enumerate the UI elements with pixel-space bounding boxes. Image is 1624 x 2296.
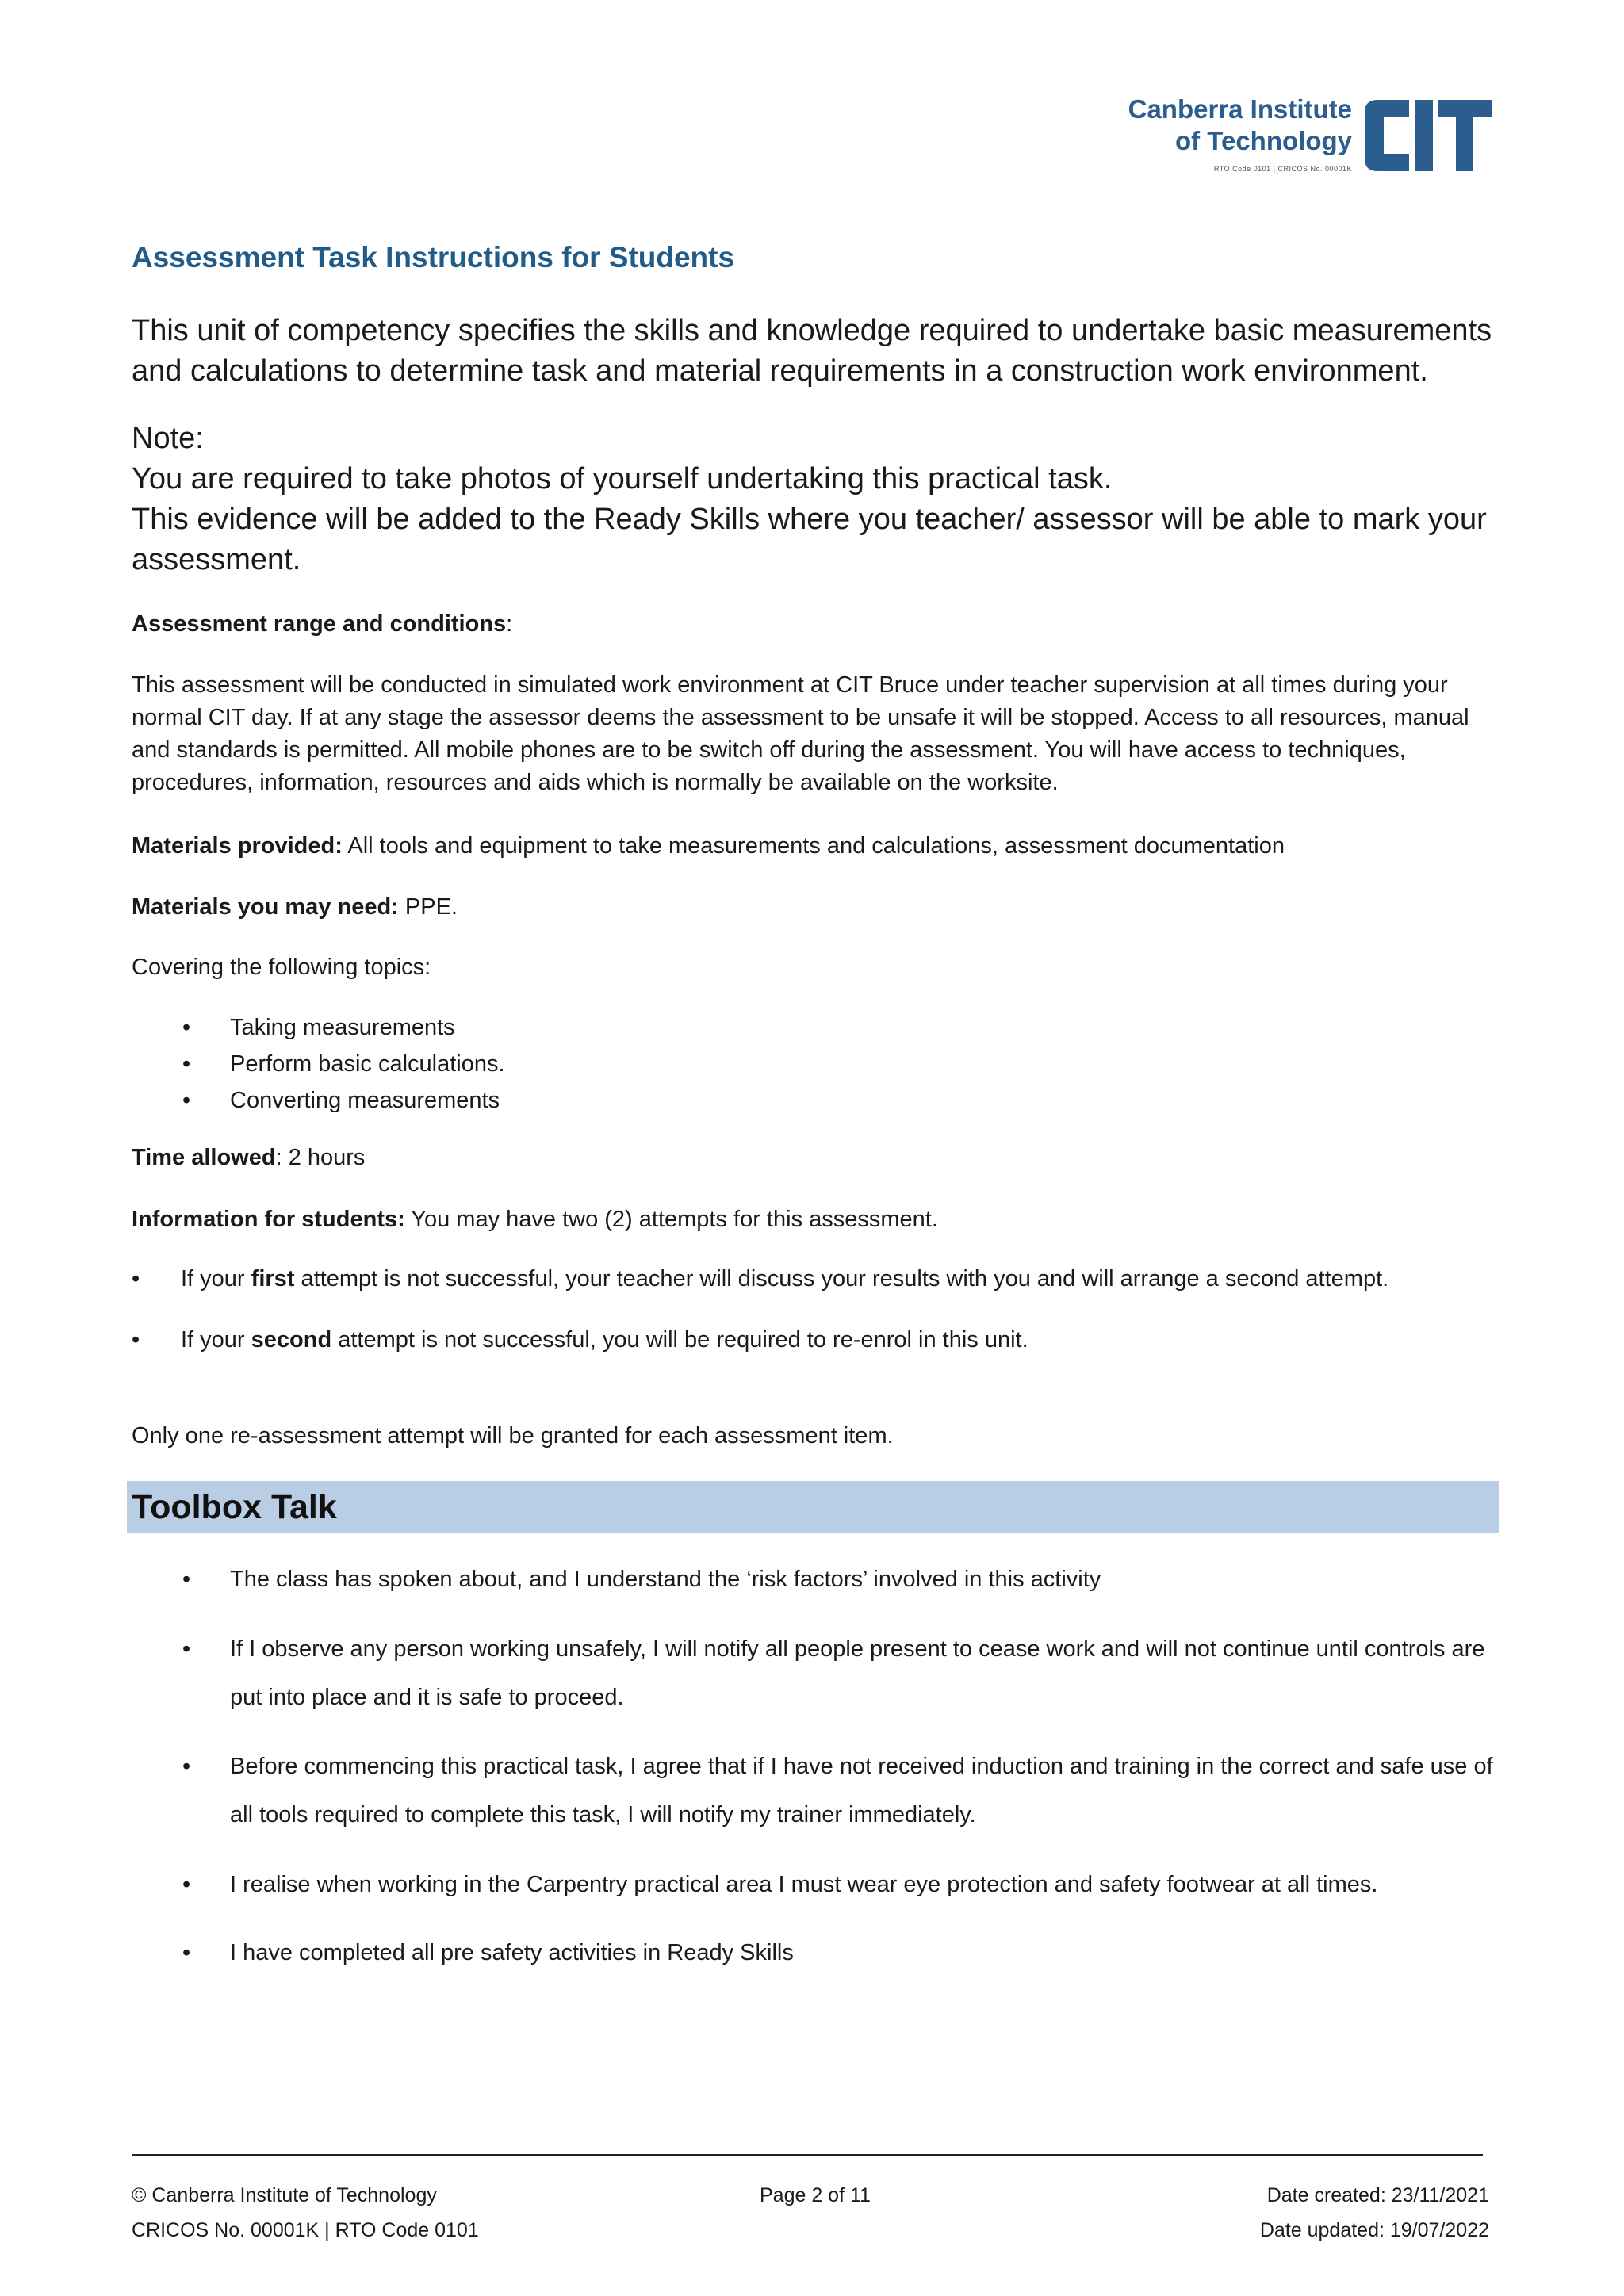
range-colon: : — [506, 611, 513, 637]
bullet-icon: • — [132, 1266, 140, 1292]
list-item — [182, 1929, 1499, 1977]
reassessment-note: Only one re-assessment attempt will be granted for each assessment item. — [132, 1423, 894, 1448]
bullet-icon: • — [182, 1872, 191, 1897]
cit-logo-icon — [1360, 94, 1495, 178]
logo-name-line2: of Technology — [1174, 126, 1352, 155]
topic-text: Perform basic calculations. — [230, 1051, 505, 1077]
information-label: Information for students: — [132, 1207, 405, 1232]
topics-list — [182, 1012, 1491, 1121]
logo-name-line1: Canberra Institute — [1128, 94, 1352, 124]
bullet-icon: • — [182, 1754, 191, 1779]
attempt-post: attempt is not successful, your teacher will discuss your results with you and will arrange a second attempt. — [294, 1266, 1389, 1292]
materials-need — [132, 891, 1496, 924]
toolbox-item-text: If I observe any person working unsafely, I will notify all people present to cease work and will not continue until controls are put into place and it is safe to proceed. — [230, 1636, 1485, 1710]
bullet-icon: • — [182, 1940, 191, 1965]
logo-wordmark — [1128, 94, 1352, 157]
unit-description: This unit of competency specifies the skills and knowledge required to undertake basic measurements and calculations to determine task and material requirements in a construction work environment. — [132, 314, 1492, 388]
topic-text: Taking measurements — [230, 1015, 455, 1040]
footer-right — [1260, 2178, 1489, 2248]
footer-page-number: Page 2 of 11 — [760, 2184, 871, 2206]
information-for-students — [132, 1203, 1496, 1236]
range-heading — [132, 608, 1496, 641]
bullet-icon: • — [182, 1636, 191, 1662]
attempts-list — [132, 1263, 1496, 1357]
cit-logo — [1114, 94, 1495, 182]
materials-provided-label: Materials provided: — [132, 833, 343, 859]
attempt-emphasis: first — [251, 1266, 295, 1292]
note-section — [132, 419, 1496, 580]
note-label: Note: — [132, 422, 204, 455]
range-label: Assessment range and conditions — [132, 611, 507, 637]
time-allowed-label: Time allowed — [132, 1145, 276, 1170]
materials-need-label: Materials you may need: — [132, 894, 399, 920]
materials-need-text: PPE. — [398, 894, 458, 920]
time-allowed-value: : 2 hours — [275, 1145, 366, 1170]
time-allowed — [132, 1142, 1496, 1174]
bullet-icon: • — [182, 1051, 191, 1077]
toolbox-talk-title: Toolbox Talk — [132, 1488, 337, 1526]
toolbox-item-text: I realise when working in the Carpentry practical area I must wear eye protection and safety footwear at all times. — [230, 1872, 1378, 1897]
assessment-instructions-heading: Assessment Task Instructions for Students — [132, 241, 735, 274]
footer-date-created: Date created: 23/11/2021 — [1266, 2184, 1489, 2206]
list-item — [132, 1324, 1496, 1357]
toolbox-item-text: Before commencing this practical task, I agree that if I have not received induction and training in the correct and safe use of all tools required to complete this task, I will notify my trainer immediately. — [230, 1754, 1493, 1827]
list-item — [182, 1085, 1491, 1121]
note-line-2: This evidence will be added to the Ready Skills where you teacher/ assessor will be able to mark your assessment. — [132, 503, 1487, 576]
list-item — [182, 1556, 1499, 1604]
materials-provided — [132, 830, 1496, 863]
information-text: You may have two (2) attempts for this assessment. — [404, 1207, 938, 1232]
covering-topics-intro: Covering the following topics: — [132, 955, 431, 980]
attempt-emphasis: second — [251, 1327, 332, 1353]
toolbox-item-text: The class has spoken about, and I understand the ‘risk factors’ involved in this activity — [230, 1567, 1101, 1592]
attempt-pre: If your — [181, 1327, 251, 1353]
bullet-icon: • — [132, 1327, 140, 1353]
footer-divider — [132, 2154, 1483, 2156]
list-item — [182, 1861, 1499, 1909]
range-conditions-text: This assessment will be conducted in simulated work environment at CIT Bruce under teacher supervision at all times during your normal CIT day. If at any stage the assessor deems the assessment to be unsafe it will be stopped. Access to all resources, manual and standards is permitted. All mobile phones are to be switch off during the assessment. You will have access to techniques, procedures, information, resources and aids which is normally be available on the worksite. — [132, 672, 1469, 795]
footer-date-updated: Date updated: 19/07/2022 — [1259, 2219, 1489, 2241]
bullet-icon: • — [182, 1015, 191, 1040]
list-item — [182, 1743, 1499, 1839]
note-line-1: You are required to take photos of yourself undertaking this practical task. — [132, 462, 1113, 496]
topic-text: Converting measurements — [230, 1088, 500, 1113]
materials-provided-text: All tools and equipment to take measurements and calculations, assessment documentation — [342, 833, 1285, 859]
bullet-icon: • — [182, 1567, 191, 1592]
footer-codes: CRICOS No. 00001K | RTO Code 0101 — [132, 2219, 479, 2241]
list-item — [182, 1012, 1491, 1048]
footer-left — [132, 2178, 479, 2248]
attempt-post: attempt is not successful, you will be required to re-enrol in this unit. — [331, 1327, 1028, 1353]
footer-copyright: © Canberra Institute of Technology — [132, 2184, 437, 2206]
toolbox-item-text: I have completed all pre safety activities in Ready Skills — [230, 1940, 794, 1965]
logo-codes: RTO Code 0101 | CRICOS No. 00001K — [1213, 165, 1352, 173]
list-item — [132, 1263, 1496, 1295]
list-item — [182, 1048, 1491, 1085]
toolbox-talk-heading-bar — [127, 1481, 1499, 1533]
list-item — [182, 1625, 1499, 1722]
bullet-icon: • — [182, 1088, 191, 1113]
attempt-pre: If your — [181, 1266, 251, 1292]
